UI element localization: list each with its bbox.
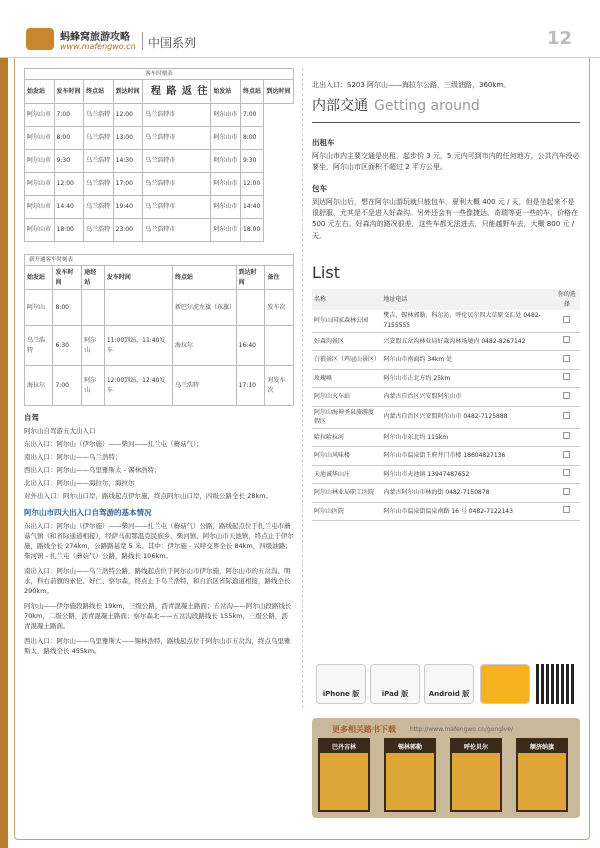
th: 发车时间 [54, 80, 84, 104]
books-title: 更多相关路书下载 [332, 725, 396, 734]
table-cell: 乌兰浩特 [84, 219, 114, 242]
table-cell: 14:40 [54, 196, 84, 219]
poi-address: 阿尔山市正北方约 25km [381, 369, 553, 388]
table-row [25, 219, 294, 242]
mafengwo-app-icon[interactable] [480, 664, 530, 704]
table-cell: 乌兰浩特市 [143, 127, 211, 150]
choice-cell [554, 351, 580, 370]
table-row [25, 127, 294, 150]
table-cell: 19:40 [113, 196, 143, 219]
list-item [312, 447, 580, 466]
list-item [312, 388, 580, 407]
table-cell: 乌兰浩特 [173, 366, 237, 406]
android-app-button[interactable]: Android 版 [424, 664, 474, 704]
list-item [312, 428, 580, 447]
self-drive-line: 北出入口：阿尔山——海拉尔，海拉尔 [24, 478, 135, 487]
book-cover[interactable] [384, 738, 436, 812]
table-cell: 12:00到站，12:40发车 [104, 366, 172, 406]
page-edge [0, 0, 8, 848]
table-cell: 乌兰浩特 [84, 173, 114, 196]
choice-cell [554, 465, 580, 484]
poi-name: 阿尔山医院 [312, 502, 381, 521]
th: 到达时间 [113, 80, 143, 104]
self-drive-segments: 阿尔山——伊尔施段路线长 19km，三级公路，沥青混凝土路面；五岔沟——阿尔山段路线长 70km，二级公路，沥青混凝土路面；察尔森北——五岔沟段路线长 155km，三级公路，沥青混凝土路面。 [24, 602, 292, 631]
checkbox[interactable] [563, 506, 570, 513]
checkbox[interactable] [563, 316, 570, 323]
books-url[interactable]: http://www.mafengwo.cn/gonglve/ [410, 726, 513, 733]
checkbox[interactable] [563, 432, 570, 439]
section-title [312, 95, 580, 117]
list-title: List [312, 262, 340, 282]
choice-cell [554, 332, 580, 351]
qr-code-icon [536, 664, 576, 704]
table-cell: 18:00 [54, 219, 84, 242]
table-cell: 乌兰浩特市 [143, 173, 211, 196]
table-cell: 阿尔山市 [25, 104, 55, 127]
choice-cell [554, 484, 580, 503]
table-cell: 乌兰浩特市 [143, 196, 211, 219]
table-cell: 乌兰浩特 [25, 326, 53, 366]
table-cell: 阿尔山市 [25, 127, 55, 150]
poi-name: 阿尔山火车站 [312, 388, 381, 407]
table-cell: 16:40 [236, 326, 265, 366]
self-drive-title: 自驾 [24, 413, 39, 422]
table-cell: 阿尔山市 [25, 150, 55, 173]
checkbox[interactable] [563, 392, 570, 399]
choice-cell [554, 428, 580, 447]
table-cell [236, 290, 265, 326]
page-number: 12 [546, 28, 572, 49]
poi-address: 樊吉、锡林郭勒、科尔沁、呼伦贝尔四大草原交汇处 0482-7155555 [381, 310, 553, 332]
taxi-title: 出租车 [312, 137, 335, 147]
book-cover[interactable] [318, 738, 370, 812]
list-item [312, 369, 580, 388]
via-label: 往返路程 [143, 80, 211, 104]
th: 名称 [312, 289, 381, 310]
checkbox[interactable] [563, 412, 570, 419]
table-cell: 11:00到站，11:40发车 [104, 326, 172, 366]
taxi-text: 阿尔山市内主要交通是出租，起步价 3 元，5 元内可到市内的任何地方，公共汽车没必要坐，阿尔山市区面积不超过 2 平方公里。 [312, 151, 580, 171]
series-label: 中国系列 [148, 36, 197, 50]
book-title: 锡林郭勒 [386, 740, 434, 753]
table-cell: 18:00 [240, 219, 263, 242]
th: 终点站 [240, 80, 263, 104]
table-cell: 阿尔山市 [211, 127, 241, 150]
poi-address: 阿尔山市天池镇 13947487652 [381, 465, 553, 484]
choice-cell [554, 447, 580, 466]
self-drive-line: 南出入口：阿尔山——乌兰浩特； [24, 452, 122, 461]
th: 发车时间 [104, 266, 172, 290]
table-cell: 12:00 [54, 173, 84, 196]
table-cell: 阿尔山市 [25, 196, 55, 219]
list-item [312, 406, 580, 428]
table-row [25, 173, 294, 196]
poi-address: 内蒙古自治区兴安盟阿尔山市 [381, 388, 553, 407]
th: 地址电话 [381, 289, 553, 310]
choice-cell [554, 406, 580, 428]
table-cell: 12:00 [113, 104, 143, 127]
book-cover[interactable] [450, 738, 502, 812]
list-item [312, 332, 580, 351]
book-title: 额济纳旗 [518, 740, 566, 753]
list-item [312, 351, 580, 370]
poi-list [312, 289, 580, 521]
table-cell: 12:00 [240, 173, 263, 196]
checkbox[interactable] [563, 469, 570, 476]
table-cell: 阿尔山市 [211, 104, 241, 127]
book-title: 巴丹吉林 [320, 740, 368, 753]
poi-name: 阿尔山海神圣泉旅游度假区 [312, 406, 381, 428]
self-drive-intro: 阿尔山自驾游五大出入口 [24, 426, 96, 435]
poi-name: 哈拉哈拉河 [312, 428, 381, 447]
table-cell: 9:30 [54, 150, 84, 173]
checkbox[interactable] [563, 355, 570, 362]
table-cell: 14:30 [113, 150, 143, 173]
choice-cell [554, 369, 580, 388]
checkbox[interactable] [563, 488, 570, 495]
table-cell: 13:00 [113, 127, 143, 150]
table-cell: 乌兰浩特市 [143, 219, 211, 242]
north-exit: 北出入口：S203 阿尔山——海拉尔公路，三级油路，360km。 [312, 81, 511, 89]
table-row [25, 150, 294, 173]
poi-address: 兴安盟五岔沟林业局好森沟林场境内 0482-8267142 [381, 332, 553, 351]
table-cell: 发车次 [265, 290, 294, 326]
self-drive-east: 东出入口：阿尔山（伊尔施）——柴河——扎兰屯（蘑菇气）公路，路线起点位于扎兰屯市蘑菇气镇（和省际通道相接），经萨马街鄂温克民族乡、柴河镇、阿尔山市天池镇，终点止于伊尔施，路线全长 274km，公路路基宽 5 米。其中：伊尔施 - 兴呼交界全长 84km，四级油路；柴河镇 - 扎兰屯（蘑菇气）公路，路线长 106km。 [24, 521, 294, 560]
self-drive-line: 西出入口：阿尔山——乌里雅斯太 - 锡林浩特； [24, 465, 161, 474]
th: 终点站 [84, 80, 114, 104]
table-row [25, 290, 294, 326]
new-table-caption: 新开通客车时刻表 [24, 254, 294, 265]
right-column [312, 80, 580, 521]
table-cell: 阿尔山市 [211, 173, 241, 196]
table-cell: 海拉尔 [25, 366, 53, 406]
poi-address: 阿尔山市温泉街温泉南路 16 号 0482-7122143 [381, 502, 553, 521]
poi-name: 好森沟景区 [312, 332, 381, 351]
table-cell: 阿尔山市 [25, 173, 55, 196]
poi-name: 玫瑰峰 [312, 369, 381, 388]
table-cell [104, 290, 172, 326]
table-cell: 8:00 [240, 127, 263, 150]
table-cell: 8:00 [53, 290, 82, 326]
table-cell: 乌兰浩特 [84, 127, 114, 150]
poi-name: 阿尔山国家森林公园 [312, 310, 381, 332]
self-drive-line: 对外出入口：阿尔山口岸，路线起点伊尔施，终点阿尔山口岸，四级公路全长 28km。 [24, 491, 272, 500]
table-cell: 乌兰浩特 [84, 196, 114, 219]
bus-table-caption: 客车时刻表 [24, 68, 294, 79]
th: 终点站 [173, 266, 237, 290]
th: 到达时间 [264, 80, 294, 104]
table-row [25, 366, 294, 406]
ipad-app-button[interactable]: iPad 版 [370, 664, 420, 704]
poi-name: 天池诚华山庄 [312, 465, 381, 484]
poi-address: 阿尔山市东北约 115km [381, 428, 553, 447]
poi-name: 白狼景区（鸡冠山景区） [312, 351, 381, 370]
table-cell: 8:00 [54, 127, 84, 150]
table-cell [82, 290, 105, 326]
poi-address: 阿尔山市南面约 34km 处 [381, 351, 553, 370]
table-cell: 乌兰浩特 [84, 150, 114, 173]
th: 始发站 [211, 80, 241, 104]
th: 始发站 [25, 266, 53, 290]
table-row [25, 104, 294, 127]
table-cell [265, 326, 294, 366]
table-cell: 对发车次 [265, 366, 294, 406]
header-separator [142, 32, 143, 50]
th: 你的选择 [554, 289, 580, 310]
table-cell: 6:30 [53, 326, 82, 366]
choice-cell [554, 310, 580, 332]
table-cell: 阿尔山 [82, 326, 105, 366]
charter-title: 包车 [312, 183, 327, 193]
list-item [312, 502, 580, 521]
table-cell: 阿尔山 [25, 290, 53, 326]
th: 始发站 [25, 80, 55, 104]
checkbox[interactable] [563, 373, 570, 380]
list-item [312, 465, 580, 484]
checkbox[interactable] [563, 451, 570, 458]
self-drive-west: 西出入口：阿尔山——乌里雅斯太——锡林浩特，路线起点位于阿尔山市五岔沟，终点乌里雅斯太，路线全长 455km。 [24, 637, 291, 656]
column-divider [302, 68, 303, 708]
table-cell: 17:10 [236, 366, 265, 406]
poi-name: 阿尔山风味楼 [312, 447, 381, 466]
book-cover[interactable] [516, 738, 568, 812]
table-cell: 乌兰浩特市 [143, 104, 211, 127]
choice-cell [554, 502, 580, 521]
iphone-app-button[interactable]: iPhone 版 [316, 664, 366, 704]
table-cell: 阿尔山市 [25, 219, 55, 242]
table-cell: 17:00 [113, 173, 143, 196]
table-cell: 7:00 [240, 104, 263, 127]
app-links [316, 664, 580, 706]
table-cell: 乌兰浩特 [84, 104, 114, 127]
table-cell: 阿尔山市 [211, 219, 241, 242]
choice-cell [554, 388, 580, 407]
logo-url: www.mafengwo.cn [60, 42, 136, 51]
th: 备注 [265, 266, 294, 290]
th: 发车时间 [53, 266, 82, 290]
table-cell: 7:00 [53, 366, 82, 406]
title-rule [312, 122, 580, 123]
table-cell: 阿尔山 [82, 366, 105, 406]
title-cn: 内部交通 [312, 98, 368, 115]
th: 到达时间 [236, 266, 265, 290]
table-cell: 海拉尔 [173, 326, 237, 366]
table-cell: 9:30 [240, 150, 263, 173]
th: 途经站 [82, 266, 105, 290]
charter-text: 到达阿尔山后，想在阿尔山游玩就只能包车，夏利大概 400 元 / 天，但是坐起来不是很舒服，尤其是不是进入好森沟。另外还会有一些像捷达、奇瑞等更一些的车，价格在 500 元左右。好森沟的路况很差，这些车都无法进去，只能越野车去，大概 800 元 / 天。 [312, 197, 578, 240]
book-title: 呼伦贝尔 [452, 740, 500, 753]
poi-address: 内蒙古自治区兴安盟阿尔山市 0482-7125888 [381, 406, 553, 428]
poi-address: 阿尔山市温泉街王府井门市楼 18604827136 [381, 447, 553, 466]
logo-icon [26, 28, 54, 50]
table-cell: 23:00 [113, 219, 143, 242]
title-en: Getting around [374, 98, 480, 115]
poi-address: 内蒙古阿尔山市林海街 0482-7150878 [381, 484, 553, 503]
table-cell: 阿尔山市 [211, 196, 241, 219]
left-column [24, 68, 294, 659]
self-drive-south: 南出入口：阿尔山——乌兰浩特公路，路线起点位于阿尔山市伊尔施，阿尔山市的五岔沟、明水，科右前旗的索伦、好仁、察尔森，终点止于乌兰浩特，和自治区省际通道相接，路线全长 290km。 [24, 566, 291, 595]
table-cell: 7:00 [54, 104, 84, 127]
table-cell: 14:40 [240, 196, 263, 219]
poi-name: 阿尔山林业局职工医院 [312, 484, 381, 503]
new-bus-table [24, 265, 294, 406]
page-header [0, 0, 600, 58]
table-cell: 阿尔山市 [211, 150, 241, 173]
table-cell: 新巴尔虎左旗（东旗） [173, 290, 237, 326]
checkbox[interactable] [563, 336, 570, 343]
table-cell: 乌兰浩特市 [143, 150, 211, 173]
list-item [312, 484, 580, 503]
table-row [25, 196, 294, 219]
logo-title: 蚂蜂窝旅游攻略 [60, 32, 130, 43]
table-row [25, 326, 294, 366]
self-drive-subtitle: 阿尔山市四大出入口自驾游的基本情况 [24, 508, 152, 517]
bus-table [24, 79, 294, 242]
list-item [312, 310, 580, 332]
self-drive-line: 东出入口：阿尔山（伊尔施）——柴河——扎兰屯（蘑菇气）； [24, 439, 203, 448]
